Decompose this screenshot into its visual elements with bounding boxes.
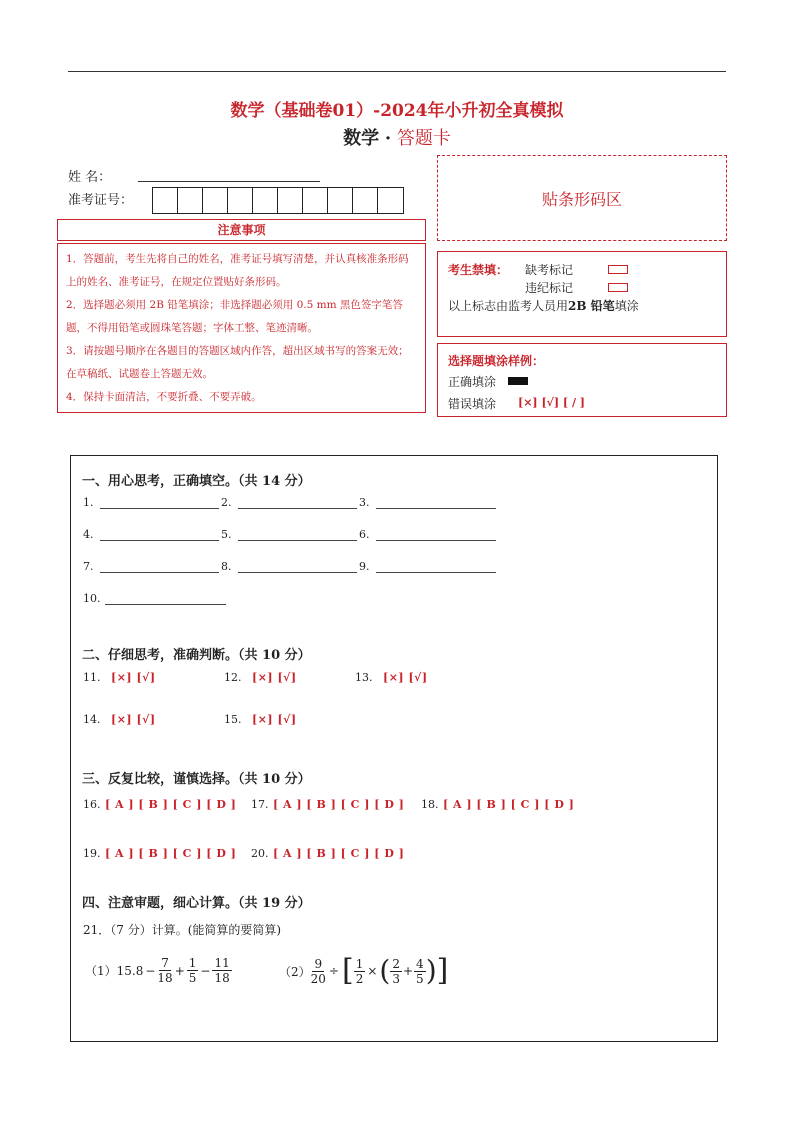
judge-options[interactable]: [×] [√] (111, 671, 156, 684)
judge-options[interactable]: [×] [√] (252, 671, 297, 684)
section-3-heading: 三、反复比较，谨慎选择。（共 10 分） (82, 772, 311, 787)
card-title: 数学 · 答题卡 (343, 128, 451, 149)
id-box[interactable] (328, 188, 353, 213)
q-number: 20. (251, 847, 269, 860)
fraction: $\frac{2}{3}$ (392, 956, 400, 986)
violation-label: 违纪标记 (525, 281, 574, 295)
q-number: 14. (83, 713, 101, 726)
id-box[interactable] (303, 188, 328, 213)
notice-heading: 注意事项 (57, 219, 426, 241)
choice-options[interactable]: [ A ] [ B ] [ C ] [ D ] (273, 847, 405, 860)
answer-blank[interactable] (376, 572, 496, 573)
section-2-heading: 二、仔细思考，准确判断。（共 10 分） (82, 648, 311, 663)
choice-options[interactable]: [ A ] [ B ] [ C ] [ D ] (105, 847, 237, 860)
name-label: 姓 名： (68, 170, 112, 185)
q-number: 18. (421, 798, 439, 811)
q-number: 7. (83, 560, 94, 573)
barcode-label: 贴条形码区 (541, 189, 622, 209)
section-4-heading: 四、注意审题，细心计算。（共 19 分） (82, 896, 311, 911)
q-number: 17. (251, 798, 269, 811)
notice-item: 1．答题前，考生先将自己的姓名，准考证号填写清楚，并认真核准条形码上的姓名、准考证号，在规定位置贴好条形码。 (66, 253, 409, 288)
q-number: 10. (83, 592, 101, 605)
choice-options[interactable]: [ A ] [ B ] [ C ] [ D ] (105, 798, 237, 811)
fraction: $\frac{1}{2}$ (355, 956, 364, 986)
answer-blank[interactable] (238, 508, 357, 509)
id-box[interactable] (253, 188, 278, 213)
wrong-label: 错误填涂 (448, 397, 497, 411)
q-number: 6. (359, 528, 370, 541)
part-label: （1） (85, 964, 117, 978)
q-number: 5. (221, 528, 232, 541)
answer-area (70, 455, 718, 1042)
q-number: 2. (221, 496, 232, 509)
id-box[interactable] (378, 188, 403, 213)
fraction: $\frac{1}{5}$ (188, 956, 197, 985)
forbid-label: 考生禁填： (448, 263, 509, 277)
absent-mark[interactable] (608, 265, 628, 274)
fraction: $\frac{11}{18}$ (214, 956, 230, 985)
violation-mark[interactable] (608, 283, 628, 292)
sample-box (437, 343, 727, 417)
choice-options[interactable]: [ A ] [ B ] [ C ] [ D ] (443, 798, 575, 811)
answer-blank[interactable] (376, 508, 496, 509)
notice-item: 4．保持卡面清洁，不要折叠、不要弄破。 (66, 391, 262, 403)
id-box[interactable] (153, 188, 178, 213)
judge-options[interactable]: [×] [√] (252, 713, 297, 726)
judge-options[interactable]: [×] [√] (383, 671, 428, 684)
barcode-area (437, 155, 727, 241)
answer-blank[interactable] (238, 540, 357, 541)
answer-blank[interactable] (376, 540, 496, 541)
wrong-marks: [×] [√] [ / ] (518, 396, 586, 409)
section-1-heading: 一、用心思考，正确填空。（共 14 分） (82, 474, 311, 489)
q-number: 1. (83, 496, 94, 509)
q21-prompt: 21．（7 分）计算。(能简算的要简算) (83, 923, 282, 937)
forbid-note: 以上标志由监考人员用2B 铅笔填涂 (448, 299, 639, 313)
correct-label: 正确填涂 (448, 375, 497, 389)
part-label: （2） (279, 964, 311, 979)
exam-title: 数学（基础卷01）-2024年小升初全真模拟 (230, 101, 564, 121)
expr-number: 15.8 (116, 963, 144, 978)
answer-blank[interactable] (100, 572, 219, 573)
q-number: 13. (355, 671, 373, 684)
exam-id-label: 准考证号： (68, 193, 134, 208)
fraction: $\frac{7}{18}$ (157, 956, 173, 985)
fraction: $\frac{4}{5}$ (416, 956, 424, 986)
answer-blank[interactable] (238, 572, 357, 573)
q-number: 12. (224, 671, 242, 684)
notice-box (57, 243, 426, 413)
id-box[interactable] (203, 188, 228, 213)
q-number: 8. (221, 560, 232, 573)
id-box[interactable] (278, 188, 303, 213)
id-box[interactable] (228, 188, 253, 213)
sample-title: 选择题填涂样例： (448, 354, 545, 368)
q-number: 3. (359, 496, 370, 509)
id-box[interactable] (353, 188, 378, 213)
q21-part2: （2） $\frac{9}{20}$ ÷ [ $\frac{1}{2}$ × ( $\frac{2}{3}$ + $\frac{4}{5}$ ) ] (279, 953, 449, 988)
answer-blank[interactable] (105, 604, 226, 605)
answer-blank[interactable] (100, 540, 219, 541)
forbid-box (437, 251, 727, 337)
q-number: 15. (224, 713, 242, 726)
q-number: 19. (83, 847, 101, 860)
q-number: 16. (83, 798, 101, 811)
absent-label: 缺考标记 (525, 263, 574, 277)
notice-item: 2．选择题必须用 2B 铅笔填涂；非选择题必须用 0.5 mm 黑色签字笔答题，不得用铅笔或圆珠笔答题；字体工整、笔迹清晰。 (66, 299, 403, 334)
answer-blank[interactable] (100, 508, 219, 509)
notice-item: 3．请按题号顺序在各题目的答题区域内作答，超出区域书写的答案无效；在草稿纸、试题卷上答题无效。 (66, 345, 409, 380)
filled-mark (508, 377, 528, 385)
q-number: 4. (83, 528, 94, 541)
fraction: $\frac{9}{20}$ (310, 956, 326, 986)
q-number: 9. (359, 560, 370, 573)
exam-id-boxes[interactable] (152, 187, 404, 214)
choice-options[interactable]: [ A ] [ B ] [ C ] [ D ] (273, 798, 405, 811)
id-box[interactable] (178, 188, 203, 213)
q-number: 11. (83, 671, 101, 684)
name-field[interactable] (138, 181, 320, 182)
q21-part1: （1） 15.8 − $\frac{7}{18}$ + $\frac{1}{5}$ − $\frac{11}{18}$ (85, 956, 230, 985)
judge-options[interactable]: [×] [√] (111, 713, 156, 726)
top-rule (68, 71, 726, 72)
